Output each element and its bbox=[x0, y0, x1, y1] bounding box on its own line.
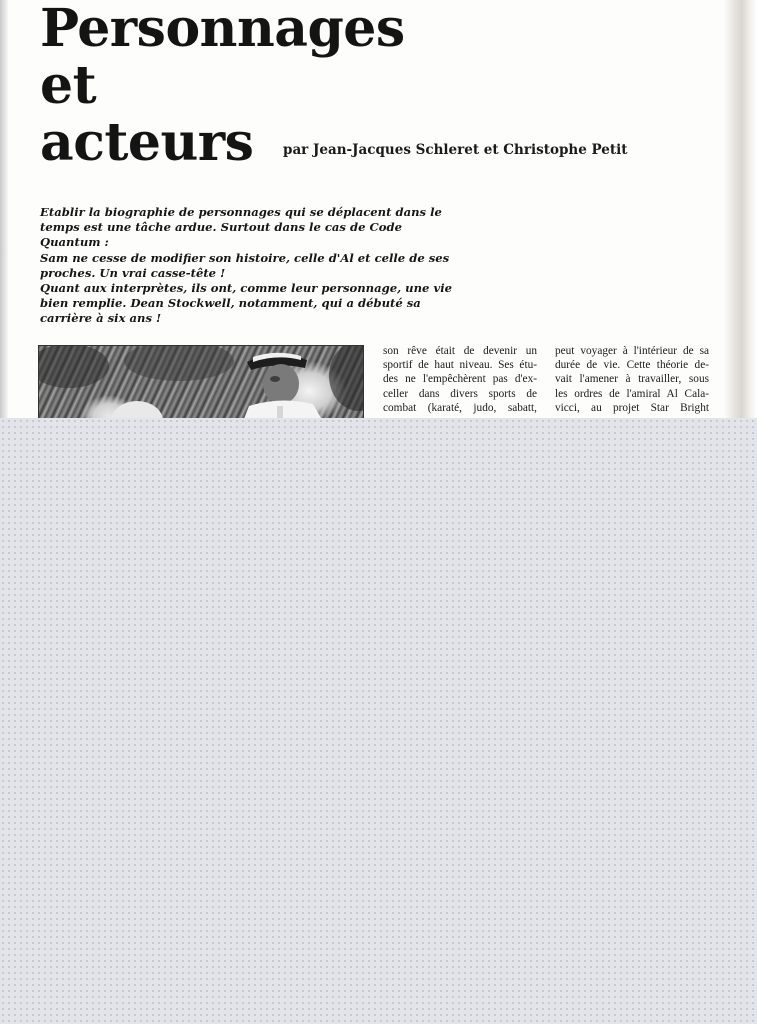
lead-line: Etablir la biographie de personnages qui se déplacent dans le bbox=[40, 205, 442, 219]
column-line: celler dans divers sports de bbox=[383, 387, 537, 400]
column-line: son rêve était de devenir un bbox=[383, 345, 537, 357]
lead-line: bien remplie. Dean Stockwell, notamment, qui a débuté sa bbox=[40, 296, 421, 311]
column-line: durée de vie. Cette théorie de- bbox=[555, 359, 709, 372]
column-line: sportif de haut niveau. Ses étu- bbox=[383, 359, 537, 372]
column-line: vicci, au projet Star Bright bbox=[555, 401, 709, 414]
page-curl bbox=[723, 0, 757, 430]
column-line: des ne l'empêchèrent pas d'ex- bbox=[383, 373, 537, 386]
lead-line: Sam ne cesse de modifier son histoire, celle d'Al et celle de ses bbox=[40, 250, 450, 265]
article-column-3 bbox=[555, 344, 709, 415]
article-column-2 bbox=[383, 344, 537, 415]
column-line: les ordres de l'amiral Al Cala- bbox=[555, 387, 709, 400]
dotted-overlay bbox=[0, 418, 757, 1024]
scan-left-edge bbox=[0, 0, 8, 430]
column-line: peut voyager à l'intérieur de sa bbox=[555, 345, 709, 357]
lead-line: carrière à six ans ! bbox=[40, 311, 162, 326]
column-line: vait l'amener à travailler, sous bbox=[555, 373, 709, 386]
article-lead bbox=[40, 205, 460, 327]
column-line: combat (karaté, judo, sabatt, bbox=[383, 401, 537, 414]
lead-line: proches. Un vrai casse-tête ! bbox=[40, 265, 226, 280]
title-line-1: Personnages bbox=[40, 0, 405, 59]
title-line-3: acteurs bbox=[40, 112, 254, 173]
lead-line: temps est une tâche ardue. Surtout dans le cas de Code Quantum : bbox=[40, 220, 402, 250]
article-byline: par Jean-Jacques Schleret et Christophe Petit bbox=[283, 142, 628, 158]
lead-line: Quant aux interprètes, ils ont, comme leur personnage, une vie bbox=[40, 281, 452, 296]
title-line-2: et bbox=[40, 55, 97, 116]
